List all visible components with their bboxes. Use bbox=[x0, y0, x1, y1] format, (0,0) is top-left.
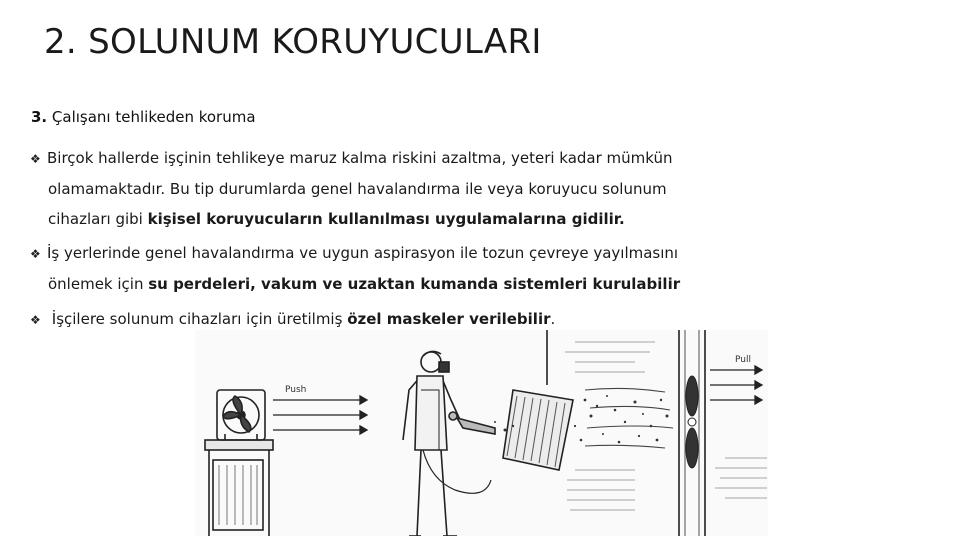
fan-table bbox=[205, 440, 273, 536]
diamond-bullet-icon: ❖ bbox=[30, 313, 41, 327]
pull-fan-icon bbox=[686, 376, 698, 468]
faded-background-text bbox=[565, 342, 767, 510]
worker-figure bbox=[403, 351, 495, 536]
push-label: Push bbox=[285, 385, 307, 395]
push-pull-ventilation-drawing bbox=[195, 330, 768, 536]
pull-arrows bbox=[710, 366, 762, 404]
bullet-3-emphasis: özel maskeler verilebilir bbox=[347, 310, 551, 328]
bullet-2-line-1: İş yerlerinde genel havalandırma ve uygun aspirasyon ile tozun çevreye yayılmasını bbox=[47, 244, 679, 262]
diamond-bullet-icon: ❖ bbox=[30, 247, 41, 261]
hanging-part bbox=[503, 330, 573, 470]
bullet-2-emphasis: su perdeleri, vakum ve uzaktan kumanda sistemleri kurulabilir bbox=[148, 275, 681, 293]
ventilation-illustration bbox=[195, 330, 768, 536]
diamond-bullet-icon: ❖ bbox=[30, 152, 41, 166]
bullet-2-line-2: önlemek için bbox=[48, 275, 149, 293]
pull-label: Pull bbox=[735, 355, 751, 365]
push-arrows bbox=[273, 396, 367, 434]
slide-title: 2. SOLUNUM KORUYUCULARI bbox=[44, 22, 542, 62]
bullet-1-emphasis: kişisel koruyucuların kullanılması uygulamalarına gidilir. bbox=[147, 210, 625, 228]
bullet-2 bbox=[30, 238, 680, 299]
bullet-3-line-1: İşçilere solunum cihazları için üretilmiş bbox=[51, 310, 348, 328]
bullet-1-line-3: cihazları gibi bbox=[48, 210, 148, 228]
section-heading bbox=[31, 108, 256, 126]
bullet-1-line-2: olamamaktadır. Bu tip durumlarda genel havalandırma ile veya koruyucu solunum bbox=[48, 180, 667, 198]
push-fan-icon bbox=[217, 390, 265, 440]
bullet-1 bbox=[30, 143, 673, 234]
airflow-lines bbox=[585, 388, 673, 448]
bullet-1-line-1: Birçok hallerde işçinin tehlikeye maruz kalma riskini azaltma, yeteri kadar mümkün bbox=[47, 149, 673, 167]
bullet-3-period: . bbox=[550, 310, 556, 328]
section-number: 3. bbox=[31, 108, 48, 126]
section-text: Çalışanı tehlikeden koruma bbox=[51, 108, 256, 126]
